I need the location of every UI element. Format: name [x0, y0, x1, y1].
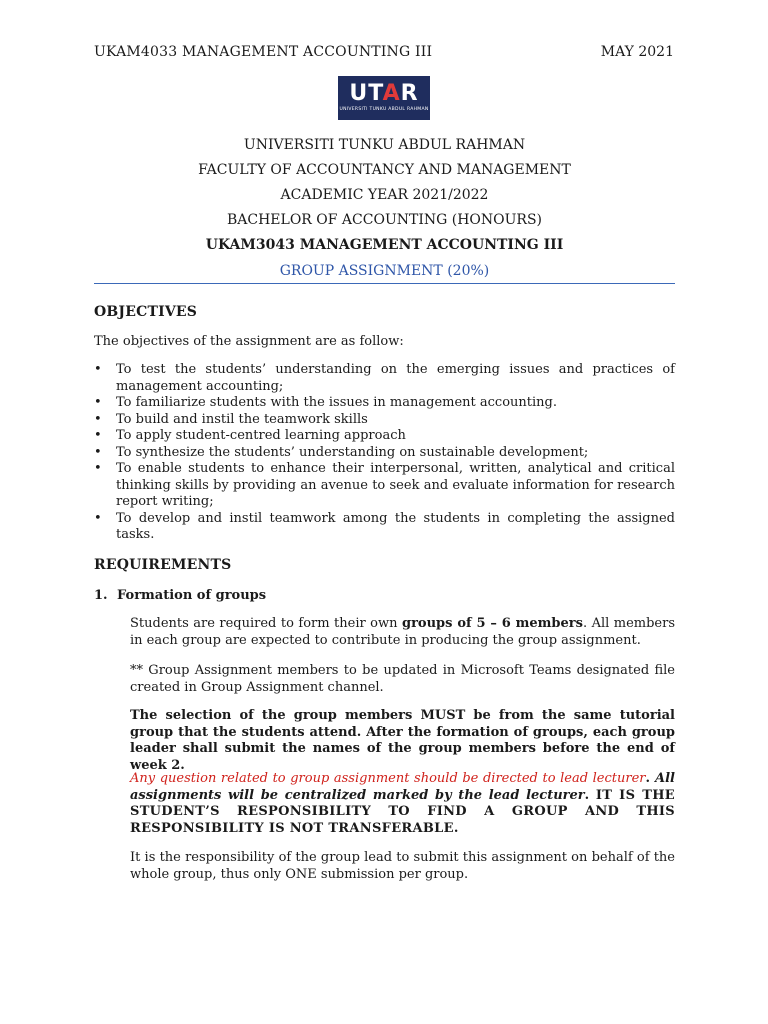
- marking-note: All assignments will be centralized marked by the lead lecturer: [130, 771, 675, 803]
- section-number: 1.: [94, 588, 108, 603]
- list-item: • To familiarize students with the issues in management accounting.: [94, 395, 675, 412]
- list-item: • To synthesize the students’ understanding on sustainable development;: [94, 445, 675, 462]
- list-item: • To apply student-centred learning approach: [94, 428, 675, 445]
- lecturer-contact-note: Any question related to group assignment should be directed to lead lecturer: [130, 771, 646, 786]
- logo-text-right: R: [400, 81, 419, 106]
- text-span: Students are required to form their own: [130, 616, 402, 631]
- assignment-title: GROUP ASSIGNMENT (20%): [279, 263, 490, 279]
- list-item: • To enable students to enhance their interpersonal, written, analytical and critical thinking skills by providing an avenue to seek and evaluate information for research report writing;: [94, 461, 675, 511]
- paragraph-group-size: [130, 616, 675, 649]
- paragraph-submission: It is the responsibility of the group lead to submit this assignment on behalf of the whole group, thus only ONE submission per group.: [130, 850, 675, 882]
- paragraph-teams-update: ** Group Assignment members to be updated in Microsoft Teams designated file created in Group Assignment channel.: [130, 663, 675, 695]
- objectives-heading: OBJECTIVES: [94, 304, 198, 320]
- utar-logo: [338, 76, 430, 120]
- text-span: . All members in each group are expected to contribute in producing the group assignment.: [130, 616, 676, 648]
- paragraph-responsibility: [130, 771, 675, 837]
- university-name: UNIVERSITI TUNKU ABDUL RAHMAN: [243, 137, 526, 153]
- header-course: UKAM4033 MANAGEMENT ACCOUNTING III: [94, 44, 433, 60]
- list-item: • To build and instil the teamwork skills: [94, 412, 675, 429]
- text-span: .: [584, 787, 596, 803]
- responsibility-warning: IT IS THE STUDENT’S RESPONSIBILITY TO FIND A GROUP AND THIS RESPONSIBILITY IS NOT TRANSFERABLE.: [130, 787, 675, 836]
- group-size-emphasis: groups of 5 – 6 members: [401, 616, 583, 631]
- logo-wordmark: [338, 76, 430, 107]
- requirements-heading: REQUIREMENTS: [94, 557, 232, 573]
- academic-year: ACADEMIC YEAR 2021/2022: [280, 187, 489, 203]
- faculty-name: FACULTY OF ACCOUNTANCY AND MANAGEMENT: [198, 162, 571, 178]
- logo-text-accent: A: [382, 81, 401, 106]
- list-item: • To test the students’ understanding on the emerging issues and practices of management accounting;: [94, 362, 675, 395]
- paragraph-selection-rule: The selection of the group members MUST be from the same tutorial group that the students attend. After the formation of groups, each group leader shall submit the names of the group members before the end of week 2.: [130, 708, 675, 773]
- objectives-list: [94, 362, 675, 544]
- logo-text-left: UT: [349, 81, 383, 106]
- section-title: Formation of groups: [117, 588, 267, 603]
- course-title: UKAM3043 MANAGEMENT ACCOUNTING III: [205, 237, 564, 253]
- objectives-intro: The objectives of the assignment are as follow:: [94, 334, 404, 349]
- programme-name: BACHELOR OF ACCOUNTING (HONOURS): [226, 212, 543, 228]
- title-divider: [94, 283, 675, 284]
- header-date: MAY 2021: [600, 44, 674, 60]
- logo-tagline: UNIVERSITI TUNKU ABDUL RAHMAN: [339, 107, 429, 112]
- list-item: • To develop and instil teamwork among the students in completing the assigned tasks.: [94, 511, 675, 544]
- text-span: .: [645, 771, 656, 786]
